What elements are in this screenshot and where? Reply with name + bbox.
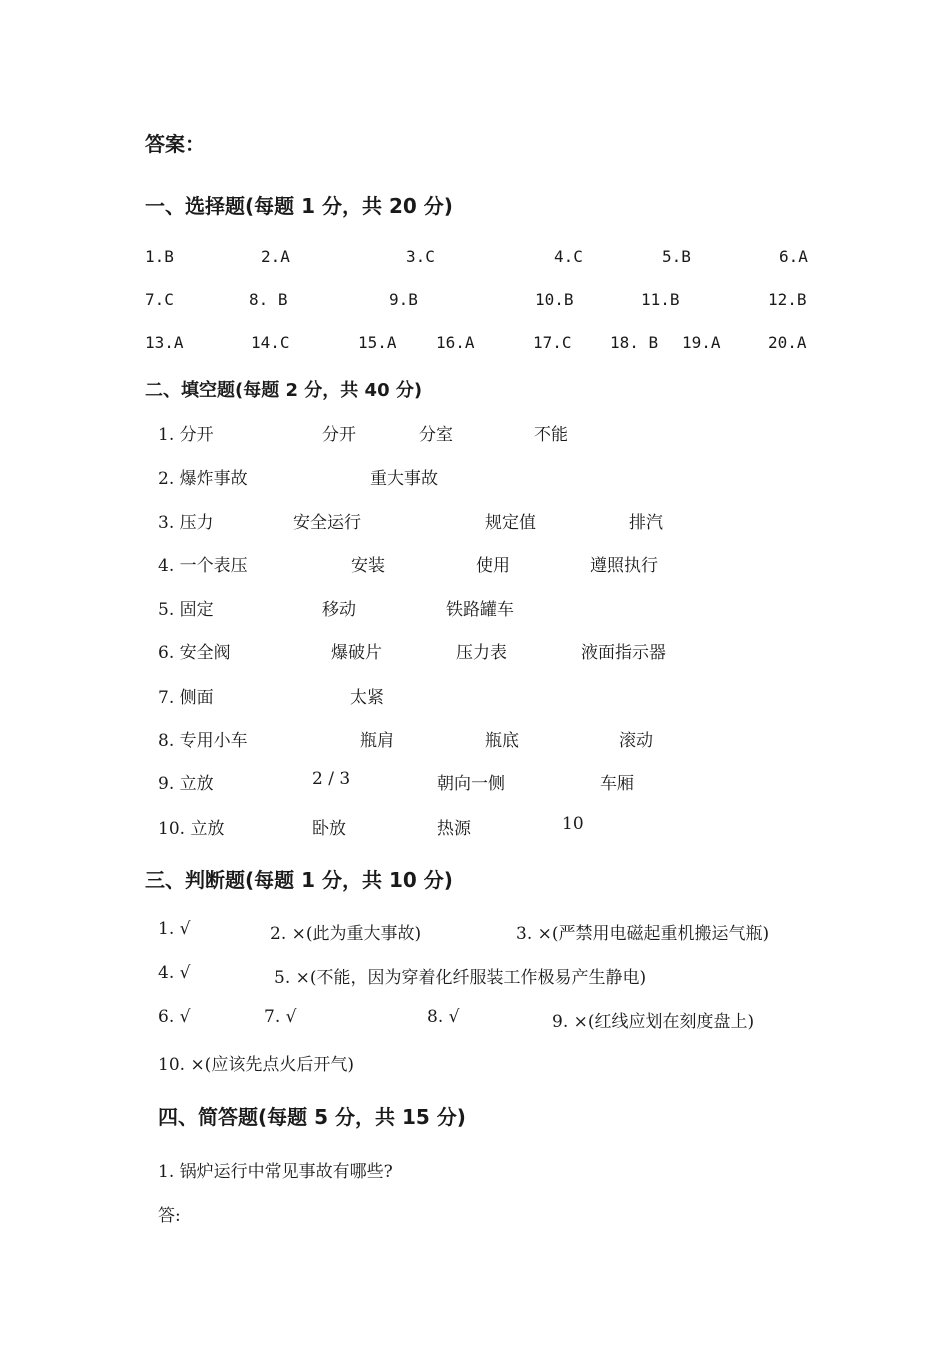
fill-answer: 热源 [437,819,471,839]
judge-answer: 9. ×(红线应划在刻度盘上) [552,1012,755,1032]
fill-answer: 液面指示器 [581,643,666,663]
choice-answer: 10.B [535,290,574,309]
answer-label: 答: [158,1206,181,1226]
judge-answer: 5. ×(不能，因为穿着化纤服装工作极易产生静电) [274,968,647,988]
answer-title: 答案： [145,132,205,156]
fill-answer: 6. 安全阀 [158,643,231,663]
fill-answer: 车厢 [600,774,634,794]
choice-answer: 8. B [249,290,288,309]
choice-answer: 12.B [768,290,807,309]
fill-answer: 3. 压力 [158,513,214,533]
fill-answer: 2 / 3 [312,769,351,789]
fill-answer: 朝向一侧 [437,774,505,794]
fill-answer: 分开 [322,425,356,445]
judge-answer: 8. √ [427,1007,460,1027]
fill-answer: 分室 [419,425,453,445]
fill-answer: 铁路罐车 [446,600,514,620]
choice-answer: 7.C [145,290,174,309]
section1-heading: 一、选择题(每题 1 分，共 20 分) [145,194,453,218]
choice-answer: 2.A [261,247,290,266]
question-text: 1. 锅炉运行中常见事故有哪些? [158,1162,393,1182]
fill-answer: 规定值 [485,513,536,533]
choice-answer: 20.A [768,333,807,352]
section2-heading: 二、填空题(每题 2 分，共 40 分) [145,380,423,401]
choice-answer: 6.A [779,247,808,266]
choice-answer: 18. B [610,333,659,352]
fill-answer: 移动 [322,600,356,620]
choice-answer: 9.B [389,290,418,309]
judge-answer: 6. √ [158,1007,191,1027]
fill-answer: 瓶底 [485,731,519,751]
judge-answer: 7. √ [264,1007,297,1027]
choice-answer: 3.C [406,247,435,266]
judge-answer: 1. √ [158,919,191,939]
fill-answer: 4. 一个表压 [158,556,248,576]
choice-answer: 11.B [641,290,680,309]
fill-answer: 5. 固定 [158,600,214,620]
choice-answer: 17.C [533,333,572,352]
choice-answer: 4.C [554,247,583,266]
choice-answer: 15.A [358,333,397,352]
fill-answer: 7. 侧面 [158,688,214,708]
section4-heading: 四、简答题(每题 5 分，共 15 分) [158,1105,466,1129]
choice-answer: 1.B [145,247,174,266]
fill-answer: 2. 爆炸事故 [158,469,248,489]
fill-answer: 10. 立放 [158,819,225,839]
fill-answer: 卧放 [312,819,346,839]
choice-answer: 19.A [682,333,721,352]
fill-answer: 安装 [351,556,385,576]
fill-answer: 使用 [476,556,510,576]
fill-answer: 不能 [534,425,568,445]
fill-answer: 10 [562,814,584,834]
choice-answer: 5.B [662,247,691,266]
fill-answer: 压力表 [456,643,507,663]
fill-answer: 1. 分开 [158,425,214,445]
fill-answer: 爆破片 [331,643,382,663]
choice-answer: 13.A [145,333,184,352]
judge-answer: 4. √ [158,963,191,983]
judge-answer: 10. ×(应该先点火后开气) [158,1055,354,1075]
fill-answer: 滚动 [619,731,653,751]
fill-answer: 太紧 [350,688,384,708]
fill-answer: 安全运行 [293,513,361,533]
judge-answer: 3. ×(严禁用电磁起重机搬运气瓶) [516,924,770,944]
fill-answer: 9. 立放 [158,774,214,794]
section3-heading: 三、判断题(每题 1 分，共 10 分) [145,868,453,892]
choice-answer: 16.A [436,333,475,352]
fill-answer: 排汽 [629,513,663,533]
fill-answer: 瓶肩 [360,731,394,751]
fill-answer: 遵照执行 [590,556,658,576]
fill-answer: 重大事故 [370,469,438,489]
judge-answer: 2. ×(此为重大事故) [270,924,422,944]
choice-answer: 14.C [251,333,290,352]
fill-answer: 8. 专用小车 [158,731,248,751]
